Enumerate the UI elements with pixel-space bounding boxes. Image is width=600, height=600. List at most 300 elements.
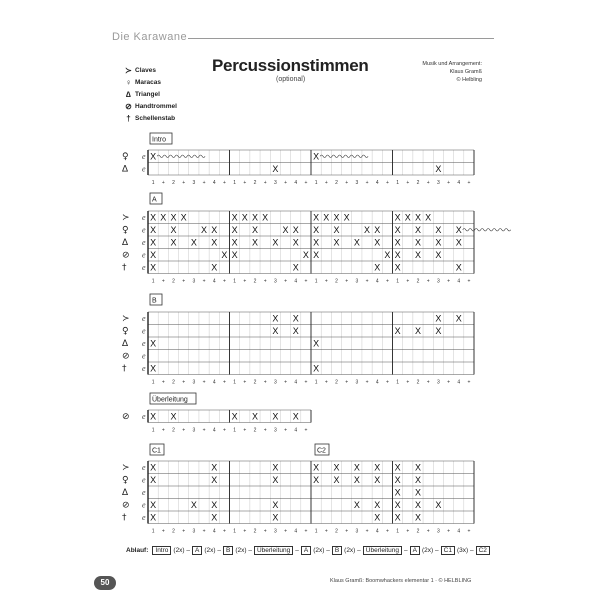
ablauf-sequence — [126, 546, 491, 555]
hand-drum-icon: ⊘ — [122, 412, 130, 422]
beat-count: + — [161, 379, 165, 386]
note-hit: X — [272, 163, 279, 174]
note-hit: X — [394, 487, 401, 498]
beat-count: + — [263, 180, 267, 186]
beat-count: + — [324, 278, 328, 285]
clef-mark: e — [142, 263, 146, 272]
beat-count: + — [222, 427, 226, 434]
beat-count: 2 — [253, 528, 257, 535]
beat-count: 3 — [273, 278, 277, 285]
bells-icon: † — [126, 113, 131, 123]
hand-drum-icon: ⊘ — [125, 101, 132, 111]
note-hit: X — [323, 212, 330, 223]
beat-count: 2 — [335, 528, 338, 535]
note-hit: X — [150, 249, 157, 260]
beat-count: 2 — [172, 180, 175, 186]
beat-count: + — [385, 180, 389, 186]
beat-count: 1 — [151, 528, 155, 535]
beat-count: + — [202, 180, 206, 186]
note-hit: X — [374, 499, 381, 510]
note-hit: X — [150, 151, 157, 162]
beat-count: + — [284, 278, 287, 285]
note-hit: X — [414, 462, 421, 473]
beat-count: + — [406, 180, 410, 186]
beat-count: + — [324, 180, 328, 186]
beat-count: 3 — [192, 180, 196, 186]
claves-icon: ≻ — [122, 213, 130, 223]
beat-count: 3 — [192, 427, 196, 434]
beat-count: + — [447, 278, 450, 285]
note-hit: X — [282, 224, 289, 235]
section-label: C1 — [152, 447, 161, 455]
beat-count: + — [447, 379, 450, 386]
note-hit: X — [414, 237, 421, 248]
note-hit: X — [272, 411, 279, 422]
beat-count: 1 — [314, 278, 318, 285]
beat-count: 1 — [233, 427, 236, 434]
beat-count: 4 — [457, 379, 461, 386]
ablauf-section-box: B — [223, 546, 233, 555]
beat-count: + — [202, 379, 206, 386]
note-hit: X — [435, 313, 442, 324]
beat-count: + — [426, 379, 430, 386]
triangle-icon: ∆ — [122, 164, 129, 175]
bells-icon: † — [122, 513, 127, 523]
credits-line: Musik und Arrangement: — [422, 61, 482, 67]
beat-count: 2 — [416, 278, 420, 285]
note-hit: X — [221, 249, 228, 260]
note-hit: X — [292, 325, 299, 336]
beat-count: 3 — [436, 379, 440, 386]
ablauf-repeat-text: (3x) – — [456, 547, 474, 554]
note-hit: X — [150, 262, 157, 273]
clef-mark: e — [142, 500, 146, 510]
note-hit: X — [364, 224, 371, 235]
note-hit: X — [414, 249, 421, 260]
ablauf-section-box: A — [192, 546, 202, 555]
triangle-icon: ∆ — [122, 238, 129, 248]
note-hit: X — [251, 224, 258, 235]
beat-count: + — [304, 379, 308, 386]
note-hit: X — [241, 212, 248, 223]
beat-count: 4 — [294, 427, 298, 434]
note-hit: X — [150, 512, 157, 523]
beat-count: 3 — [355, 528, 359, 535]
note-hit: X — [333, 224, 340, 235]
ablauf-repeat-text: (2x) – — [173, 547, 191, 554]
note-hit: X — [231, 411, 238, 422]
clef-mark: e — [142, 314, 146, 323]
legend-label: Schellenstab — [135, 114, 176, 122]
beat-count: 3 — [436, 180, 440, 186]
beat-count: 4 — [375, 528, 379, 535]
clef-mark: e — [142, 213, 146, 222]
section-label: Intro — [152, 136, 167, 144]
beat-count: + — [182, 180, 186, 186]
note-hit: X — [272, 499, 279, 510]
beat-count: 1 — [396, 528, 399, 535]
beat-count: 3 — [192, 528, 196, 535]
note-hit: X — [374, 462, 381, 473]
ablauf-section-box: B — [332, 546, 342, 555]
beat-count: 1 — [151, 180, 155, 186]
note-hit: X — [313, 151, 320, 162]
beat-count: 1 — [233, 379, 236, 386]
note-hit: X — [313, 224, 320, 235]
beat-count: + — [243, 379, 247, 386]
beat-count: + — [304, 528, 308, 535]
beat-count: 4 — [457, 278, 461, 285]
beat-count: + — [324, 379, 328, 386]
note-hit: X — [272, 462, 279, 473]
beat-count: + — [263, 379, 267, 386]
beat-count: 1 — [396, 379, 399, 386]
note-hit: X — [231, 249, 238, 260]
note-hit: X — [394, 325, 401, 336]
beat-count: + — [161, 180, 165, 186]
beat-count: + — [365, 180, 369, 186]
page-number: 50 — [94, 576, 116, 590]
beat-count: + — [243, 278, 247, 285]
beat-count: + — [447, 180, 450, 186]
beat-count: 1 — [314, 528, 318, 535]
note-hit: X — [343, 212, 350, 223]
beat-count: 3 — [436, 528, 440, 535]
note-hit: X — [272, 474, 279, 485]
beat-count: 2 — [416, 180, 420, 186]
beat-count: + — [263, 278, 267, 285]
note-hit: X — [455, 262, 462, 273]
hand-drum-icon: ⊘ — [122, 250, 130, 261]
note-hit: X — [201, 224, 208, 235]
trill-mark — [157, 155, 205, 158]
beat-count: 2 — [253, 427, 257, 434]
section-label: C2 — [317, 447, 326, 455]
note-hit: X — [455, 224, 462, 235]
note-hit: X — [211, 462, 218, 473]
note-hit: X — [170, 212, 177, 223]
beat-count: + — [406, 528, 410, 535]
beat-count: 3 — [273, 379, 277, 386]
section-label: B — [152, 297, 157, 305]
ablauf-repeat-text: (2x) – — [344, 547, 361, 554]
beat-count: 2 — [253, 180, 257, 186]
note-hit: X — [435, 237, 442, 248]
note-hit: X — [272, 325, 279, 336]
note-hit: X — [251, 237, 258, 248]
beat-count: + — [385, 379, 389, 386]
legend-label: Maracas — [135, 78, 162, 86]
beat-count: 1 — [233, 528, 236, 535]
note-hit: X — [394, 249, 401, 260]
beat-count: + — [202, 528, 206, 535]
beat-count: + — [222, 180, 226, 186]
beat-count: 4 — [375, 180, 379, 186]
legend-label: Handtrommel — [135, 102, 177, 110]
clef-mark: e — [142, 250, 146, 260]
beat-count: + — [263, 427, 267, 434]
note-hit: X — [394, 237, 401, 248]
claves-icon: ≻ — [122, 314, 130, 324]
beat-count: 2 — [172, 427, 175, 434]
section-label: A — [152, 196, 157, 204]
beat-count: + — [222, 379, 226, 386]
note-hit: X — [160, 212, 167, 223]
beat-count: 4 — [457, 528, 461, 535]
note-hit: X — [425, 212, 432, 223]
note-hit: X — [313, 338, 320, 349]
beat-count: + — [467, 528, 471, 535]
clef-mark: e — [142, 152, 146, 161]
beat-count: + — [365, 528, 369, 535]
note-hit: X — [272, 512, 279, 523]
note-hit: X — [353, 474, 360, 485]
clef-mark: e — [142, 164, 146, 174]
beat-count: 3 — [355, 278, 359, 285]
note-hit: X — [435, 325, 442, 336]
beat-count: + — [406, 278, 410, 285]
note-hit: X — [313, 237, 320, 248]
beat-count: + — [467, 379, 471, 386]
beat-count: 2 — [172, 278, 175, 285]
note-hit: X — [333, 474, 340, 485]
clef-mark: e — [142, 326, 146, 336]
beat-count: 1 — [396, 180, 399, 186]
beat-count: + — [284, 528, 287, 535]
beat-count: 2 — [172, 379, 175, 386]
beat-count: + — [202, 278, 206, 285]
maracas-icon: ♀ — [125, 77, 132, 87]
beat-count: + — [365, 278, 369, 285]
beat-count: + — [222, 528, 226, 535]
beat-count: 1 — [396, 278, 399, 285]
beat-count: 4 — [212, 278, 216, 285]
beat-count: 2 — [253, 379, 257, 386]
note-hit: X — [455, 237, 462, 248]
note-hit: X — [435, 499, 442, 510]
ablauf-repeat-text: (2x) – — [422, 547, 439, 554]
section-label: Überleitung — [152, 396, 188, 404]
note-hit: X — [313, 474, 320, 485]
beat-count: + — [263, 528, 267, 535]
trill-mark — [320, 155, 368, 158]
beat-count: + — [406, 379, 410, 386]
note-hit: X — [384, 249, 391, 260]
note-hit: X — [394, 474, 401, 485]
beat-count: 1 — [151, 278, 155, 285]
beat-count: 4 — [457, 180, 461, 186]
beat-count: + — [467, 180, 471, 186]
note-hit: X — [414, 512, 421, 523]
note-hit: X — [292, 411, 299, 422]
maracas-icon: ♀ — [122, 225, 129, 236]
beat-count: 4 — [294, 379, 298, 386]
triangle-icon: ∆ — [122, 339, 129, 349]
maracas-icon: ♀ — [122, 326, 129, 337]
note-hit: X — [272, 313, 279, 324]
beat-count: + — [161, 278, 165, 285]
beat-count: 3 — [355, 379, 359, 386]
beat-count: 1 — [314, 180, 318, 186]
clef-mark: e — [142, 364, 146, 373]
clef-mark: e — [142, 488, 146, 497]
note-hit: X — [313, 462, 320, 473]
note-hit: X — [190, 237, 197, 248]
beat-count: + — [345, 180, 349, 186]
beat-count: 3 — [192, 379, 196, 386]
note-hit: X — [150, 462, 157, 473]
note-hit: X — [455, 313, 462, 324]
note-hit: X — [394, 224, 401, 235]
note-hit: X — [435, 249, 442, 260]
beat-count: 3 — [273, 528, 277, 535]
beat-count: 2 — [335, 278, 338, 285]
beat-count: 1 — [151, 427, 155, 434]
clef-mark: e — [142, 513, 146, 522]
beat-count: + — [385, 528, 389, 535]
ablauf-section-box: Überleitung — [363, 546, 402, 555]
ablauf-section-box: A — [410, 546, 420, 555]
note-hit: X — [231, 212, 238, 223]
beat-count: 2 — [335, 379, 338, 386]
beat-count: 4 — [294, 278, 298, 285]
beat-count: + — [243, 528, 247, 535]
note-hit: X — [394, 512, 401, 523]
note-hit: X — [231, 237, 238, 248]
beat-count: 2 — [253, 278, 257, 285]
beat-count: + — [345, 278, 349, 285]
note-hit: X — [414, 325, 421, 336]
trill-mark — [463, 229, 511, 232]
beat-count: + — [467, 278, 471, 285]
beat-count: + — [243, 180, 247, 186]
note-hit: X — [333, 462, 340, 473]
note-hit: X — [414, 499, 421, 510]
legend-label: Triangel — [135, 90, 160, 98]
beat-count: 1 — [233, 180, 236, 186]
book-section-label: Die Karawane — [112, 31, 188, 43]
triangle-icon: ∆ — [122, 488, 129, 498]
beat-count: + — [426, 278, 430, 285]
note-hit: X — [435, 163, 442, 174]
note-hit: X — [231, 224, 238, 235]
ablauf-section-box: C2 — [476, 546, 490, 555]
beat-count: + — [284, 427, 287, 434]
beat-count: 2 — [172, 528, 175, 535]
note-hit: X — [292, 313, 299, 324]
note-hit: X — [414, 474, 421, 485]
note-hit: X — [292, 262, 299, 273]
note-hit: X — [374, 224, 381, 235]
claves-icon: ≻ — [122, 463, 130, 473]
beat-count: + — [182, 528, 186, 535]
beat-count: + — [182, 278, 186, 285]
hand-drum-icon: ⊘ — [122, 351, 130, 362]
ablauf-repeat-text: (2x) – — [204, 547, 221, 554]
note-hit: X — [374, 237, 381, 248]
beat-count: 3 — [273, 427, 277, 434]
note-hit: X — [435, 224, 442, 235]
note-hit: X — [394, 212, 401, 223]
claves-icon: ≻ — [125, 65, 132, 75]
beat-count: + — [304, 427, 308, 434]
ablauf-section-box: A — [301, 546, 311, 555]
beat-count: + — [182, 379, 186, 386]
credits-line: Klaus Gramß — [449, 69, 482, 75]
note-hit: X — [251, 411, 258, 422]
beat-count: + — [345, 528, 349, 535]
ablauf-repeat-text: – — [295, 547, 299, 554]
note-hit: X — [150, 474, 157, 485]
beat-count: 4 — [294, 180, 298, 186]
ablauf-label: Ablauf: — [126, 547, 149, 554]
clef-mark: e — [142, 412, 146, 421]
note-hit: X — [251, 212, 258, 223]
note-hit: X — [150, 224, 157, 235]
beat-count: + — [324, 528, 328, 535]
note-hit: X — [150, 338, 157, 349]
beat-count: + — [182, 427, 186, 434]
beat-count: 4 — [294, 528, 298, 535]
beat-count: + — [284, 379, 287, 386]
note-hit: X — [404, 212, 411, 223]
note-hit: X — [313, 249, 320, 260]
note-hit: X — [170, 237, 177, 248]
note-hit: X — [333, 237, 340, 248]
note-hit: X — [272, 237, 279, 248]
note-hit: X — [211, 262, 218, 273]
beat-count: 2 — [416, 528, 420, 535]
beat-count: + — [243, 427, 247, 434]
beat-count: + — [304, 180, 308, 186]
note-hit: X — [353, 237, 360, 248]
maracas-icon: ♀ — [122, 475, 129, 486]
beat-count: 4 — [375, 379, 379, 386]
beat-count: + — [447, 528, 450, 535]
clef-mark: e — [142, 475, 146, 485]
note-hit: X — [211, 237, 218, 248]
beat-count: + — [365, 379, 369, 386]
hand-drum-icon: ⊘ — [122, 500, 130, 511]
beat-count: 3 — [192, 278, 196, 285]
note-hit: X — [374, 262, 381, 273]
beat-count: 4 — [212, 180, 216, 186]
note-hit: X — [170, 411, 177, 422]
beat-count: 3 — [436, 278, 440, 285]
note-hit: X — [150, 363, 157, 374]
note-hit: X — [414, 487, 421, 498]
note-hit: X — [414, 224, 421, 235]
note-hit: X — [292, 237, 299, 248]
beat-count: 4 — [212, 528, 216, 535]
note-hit: X — [414, 212, 421, 223]
note-hit: X — [211, 499, 218, 510]
beat-count: + — [426, 528, 430, 535]
note-hit: X — [394, 499, 401, 510]
note-hit: X — [374, 474, 381, 485]
note-hit: X — [292, 224, 299, 235]
note-hit: X — [211, 474, 218, 485]
ablauf-section-box: Überleitung — [254, 546, 293, 555]
clef-mark: e — [142, 351, 146, 361]
ablauf-repeat-text: (2x) – — [313, 547, 330, 554]
note-hit: X — [394, 462, 401, 473]
beat-count: 3 — [355, 180, 359, 186]
maracas-icon: ♀ — [122, 152, 129, 162]
credits-line: © Helbling — [456, 77, 482, 83]
beat-count: + — [222, 278, 226, 285]
note-hit: X — [313, 212, 320, 223]
